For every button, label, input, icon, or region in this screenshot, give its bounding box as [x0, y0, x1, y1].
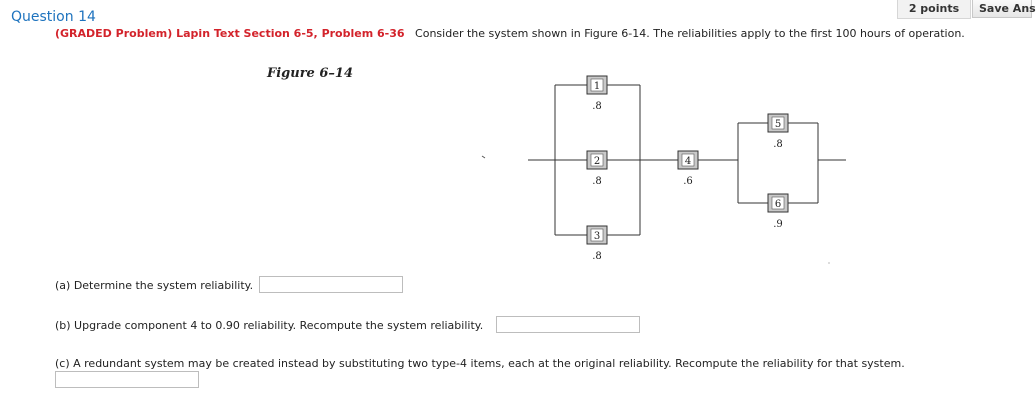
component-reliability: .8 [592, 101, 602, 112]
component-1 [587, 76, 607, 112]
part-b-answer-input[interactable] [496, 316, 640, 333]
component-number: 3 [593, 231, 601, 242]
reliability-figure [264, 63, 864, 273]
component-reliability: .9 [773, 219, 783, 230]
part-c-label: (c) A redundant system may be created instead by substituting two type-4 items, each at the original reliability. Recompute the reliability for that system. [55, 357, 905, 370]
component-number: 6 [774, 199, 782, 210]
question-prompt [55, 27, 965, 40]
component-number: 4 [684, 156, 692, 167]
part-c-answer-input[interactable] [55, 371, 199, 388]
component-5 [768, 114, 788, 150]
part-a-answer-input[interactable] [259, 276, 403, 293]
component-number: 2 [593, 156, 601, 167]
component-reliability: .8 [773, 139, 783, 150]
component-3 [587, 226, 607, 262]
prompt-text: Consider the system shown in Figure 6-14. The reliabilities apply to the first 100 hours of operation. [415, 27, 965, 40]
figure-title: Figure 6–14 [267, 66, 353, 81]
component-reliability: .8 [592, 251, 602, 262]
graded-tag: (GRADED Problem) Lapin Text Section 6-5, Problem 6-36 [55, 27, 405, 40]
question-title: Question 14 [11, 9, 96, 25]
component-number: 1 [593, 81, 601, 92]
component-reliability: .8 [592, 176, 602, 187]
part-b-label: (b) Upgrade component 4 to 0.90 reliability. Recompute the system reliability. [55, 319, 484, 332]
reliability-diagram [264, 63, 864, 273]
points-badge: 2 points [897, 0, 971, 19]
save-answer-button[interactable]: Save Ans [972, 0, 1032, 18]
component-reliability: .6 [683, 176, 693, 187]
part-a-label: (a) Determine the system reliability. [55, 279, 254, 292]
component-4 [678, 151, 698, 187]
component-2 [587, 151, 607, 187]
component-6 [768, 194, 788, 230]
component-number: 5 [774, 119, 782, 130]
